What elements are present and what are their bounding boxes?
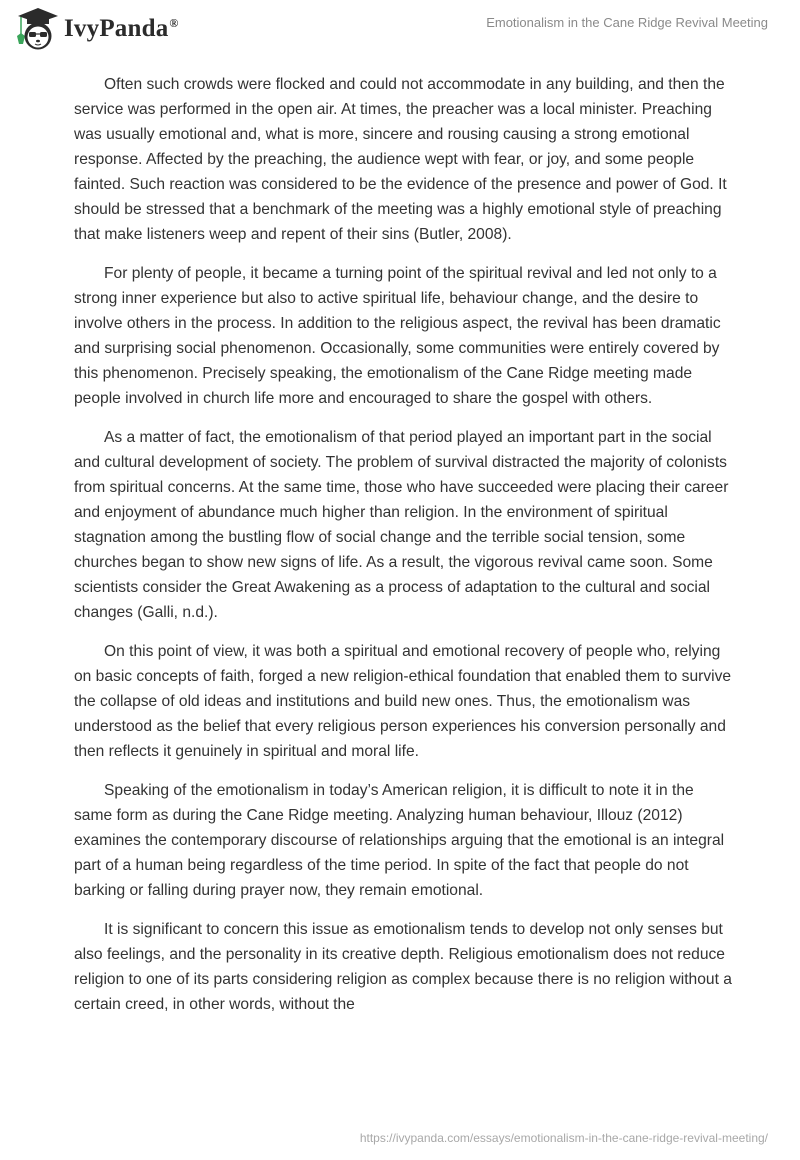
paragraph: As a matter of fact, the emotionalism of that period played an important part in the social and cultural development of society. The problem of survival distracted the majority of colonists from spiritual concerns. At the same time, those who have succeeded were placing their career and enjoyment of abundance much higher than religion. In the environment of spiritual stagnation among the bustling flow of social change and the terrible social tension, some churches began to show new signs of life. As a result, the vigorous revival came soon. Some scientists consider the Great Awakening as a process of adaptation to the cultural and social changes (Galli, n.d.). <box>74 429 729 621</box>
brand-name: IvyPanda® <box>64 15 179 42</box>
paragraph: Often such crowds were flocked and could not accommodate in any building, and then the service was performed in the open air. At times, the preacher was a local minister. Preaching was usually emotional and, what is more, sincere and rousing causing a strong emotional response. Affected by the preaching, the audience wept with fear, or joy, and some people fainted. Such reaction was considered to be the evidence of the presence and power of God. It should be stressed that a benchmark of the meeting was a highly emotional style of preaching that make listeners weep and repent of their sins (Butler, 2008). <box>74 76 727 243</box>
essay-body <box>74 72 734 1031</box>
page-header <box>0 0 800 60</box>
paragraph: For plenty of people, it became a turning point of the spiritual revival and led not only to a strong inner experience but also to active spiritual life, behaviour change, and the desire to involve others in the process. In addition to the religious aspect, the revival has been dramatic and surprising social phenomenon. Occasionally, some communities were entirely covered by this phenomenon. Precisely speaking, the emotionalism of the Cane Ridge meeting made people involved in church life more and encouraged to share the gospel with others. <box>74 265 721 407</box>
registered-mark: ® <box>169 15 179 30</box>
source-url[interactable]: https://ivypanda.com/essays/emotionalism-in-the-cane-ridge-revival-meeting/ <box>359 1131 768 1145</box>
paragraph: Speaking of the emotionalism in today’s American religion, it is difficult to note it in the same form as during the Cane Ridge meeting. Analyzing human behaviour, Illouz (2012) examines the contemporary discourse of relationships arguing that the emotional is an integral part of a human being regardless of the time period. In spite of the fact that people do not barking or falling during prayer now, they remain emotional. <box>74 782 725 899</box>
document-title: Emotionalism in the Cane Ridge Revival Meeting <box>486 15 768 30</box>
paragraph: On this point of view, it was both a spiritual and emotional recovery of people who, relying on basic concepts of faith, forged a new religion-ethical foundation that enabled them to survive the collapse of old ideas and institutions and build new ones. Thus, the emotionalism was understood as the belief that every religious person experiences his conversion personally and then reflects it genuinely in spiritual and moral life. <box>74 643 732 760</box>
panda-graduate-icon <box>14 6 58 52</box>
paragraph: It is significant to concern this issue as emotionalism tends to develop not only senses but also feelings, and the personality in its creative depth. Religious emotionalism does not reduce religion to one of its parts considering religion as complex because there is no religion without a certain creed, in other words, without the <box>74 921 732 1013</box>
brand-logo[interactable] <box>14 6 179 52</box>
